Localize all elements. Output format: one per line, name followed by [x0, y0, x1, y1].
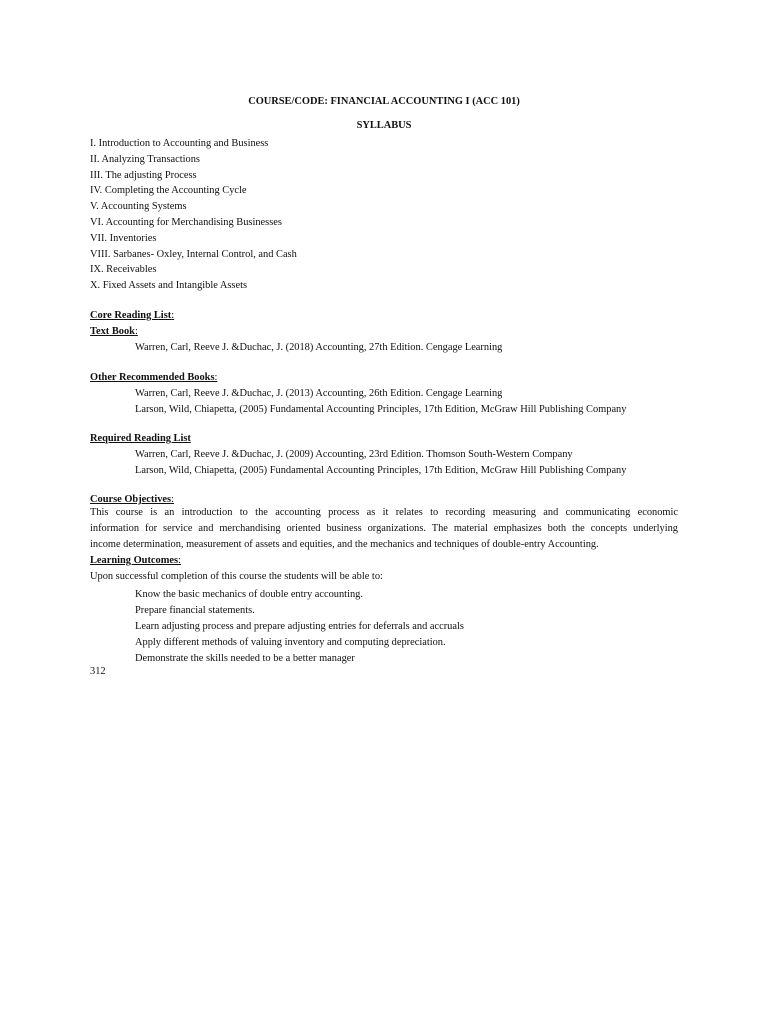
topic-item: VII. Inventories — [90, 232, 157, 244]
other-recommended-heading: Other Recommended Books: — [90, 372, 218, 383]
syllabus-heading: SYLLABUS — [356, 120, 412, 131]
outcome-item: Apply different methods of valuing inventory and computing depreciation. — [135, 637, 446, 648]
topic-item: VIII. Sarbanes- Oxley, Internal Control, and Cash — [90, 248, 297, 260]
topic-item: I. Introduction to Accounting and Business — [90, 138, 269, 149]
textbook-heading-text: Text Book — [90, 326, 135, 337]
textbook-reference: Warren, Carl, Reeve J. &Duchac, J. (2018) Accounting, 27th Edition. Cengage Learning — [135, 342, 503, 353]
topic-item: V. Accounting Systems — [90, 201, 187, 213]
required-reading-heading: Required Reading List — [90, 433, 191, 444]
required-reference: Warren, Carl, Reeve J. &Duchac, J. (2009) Accounting, 23rd Edition. Thomson South-Western Company — [135, 449, 573, 460]
topic-item: II. Analyzing Transactions — [90, 153, 200, 165]
recommended-reference: Warren, Carl, Reeve J. &Duchac, J. (2013) Accounting, 26th Edition. Cengage Learning — [135, 388, 503, 399]
objectives-line: This course is an introduction to the accounting process as it relates to recording measuring and communicating economic — [90, 507, 678, 518]
outcome-item: Know the basic mechanics of double entry accounting. — [135, 589, 363, 600]
syllabus-topic-list — [90, 136, 297, 294]
topic-item: IX. Receivables — [90, 264, 157, 276]
outcome-item: Demonstrate the skills needed to be a better manager — [135, 653, 355, 664]
page-number: 312 — [90, 666, 106, 677]
outcome-item: Prepare financial statements. — [135, 605, 255, 616]
other-recommended-heading-text: Other Recommended Books — [90, 372, 215, 383]
core-reading-heading-text: Core Reading List — [90, 310, 172, 321]
course-objectives-heading: Course Objectives: — [90, 494, 174, 505]
topic-item: IV. Completing the Accounting Cycle — [90, 185, 247, 197]
topic-item: X. Fixed Assets and Intangible Assets — [90, 280, 248, 292]
learning-outcomes-list — [135, 587, 464, 667]
topic-item: III. The adjusting Process — [90, 169, 197, 181]
textbook-heading: Text Book: — [90, 326, 138, 337]
topic-item: VI. Accounting for Merchandising Businesses — [90, 216, 282, 228]
recommended-reference: Larson, Wild, Chiapetta, (2005) Fundamental Accounting Principles, 17th Edition, McGraw Hill Publishing Company — [135, 404, 627, 415]
learning-outcomes-heading: Learning Outcomes: — [90, 555, 181, 566]
course-title: COURSE/CODE: FINANCIAL ACCOUNTING I (ACC 101) — [248, 96, 520, 107]
course-objectives-paragraph — [90, 505, 678, 552]
core-reading-heading: Core Reading List: — [90, 310, 175, 321]
objectives-line: income determination, measurement of assets and equities, and the mechanics and techniques of double-entry Accounting. — [90, 538, 599, 550]
outcome-item: Learn adjusting process and prepare adjusting entries for deferrals and accruals — [135, 621, 464, 632]
learning-outcomes-heading-text: Learning Outcomes — [90, 555, 179, 566]
objectives-line: information for service and merchandising oriented business organizations. The material emphasizes both the concepts underlying — [90, 522, 678, 534]
learning-outcomes-intro: Upon successful completion of this course the students will be able to: — [90, 571, 383, 582]
course-objectives-heading-text: Course Objectives — [90, 494, 172, 505]
required-reference: Larson, Wild, Chiapetta, (2005) Fundamental Accounting Principles, 17th Edition, McGraw Hill Publishing Company — [135, 465, 627, 476]
